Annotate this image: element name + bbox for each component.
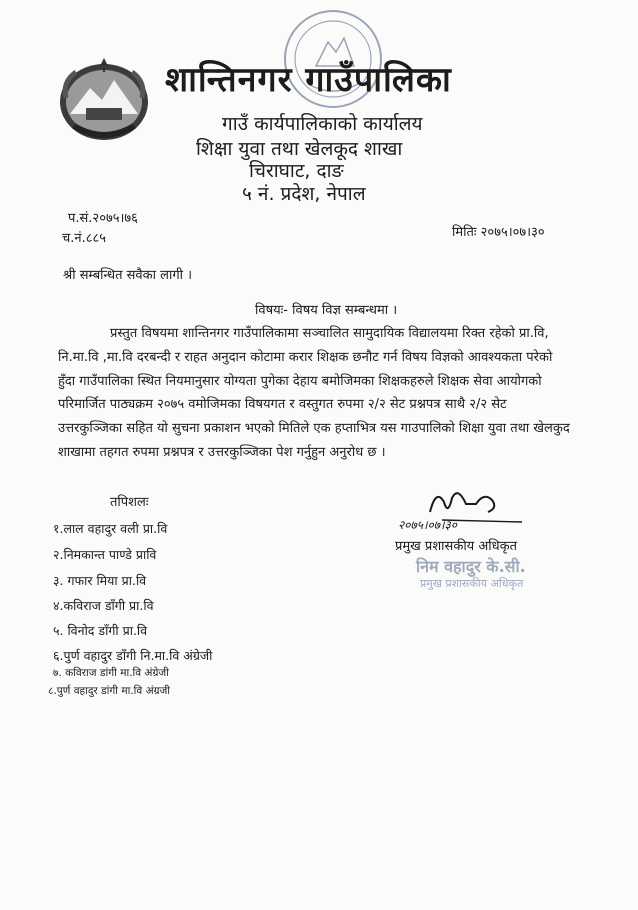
list-item: ५. विनोद डाँगी प्रा.वि	[53, 623, 148, 638]
body-line: शाखामा तहगत रुपमा प्रश्नपत्र र उत्तरकुञ्जिका पेश गर्नुहुन अनुरोध छ ।	[58, 445, 386, 460]
list-item: १.लाल वहादुर वली प्रा.वि	[53, 521, 168, 536]
nepal-emblem-icon	[56, 58, 152, 142]
signatory-designation: प्रमुख प्रशासकीय अधिकृत	[395, 539, 518, 554]
section-name: शिक्षा युवा तथा खेलकूद शाखा	[196, 138, 403, 160]
stamp-designation: प्रमुख प्रशासकीय अधिकृत	[420, 577, 524, 590]
letter-date: मितिः २०७५।०७।३०	[452, 225, 545, 240]
office-name: गाउँ कार्यपालिकाको कार्यालय	[222, 113, 423, 135]
dispatch-number: च.नं.८८५	[62, 231, 107, 246]
body-line: उत्तरकुञ्जिका सहित यो सुचना प्रकाशन भएको मितिले एक हप्ताभित्र यस गाउपालिको शिक्षा युवा तथा खेलकुद	[58, 421, 570, 436]
recipient-line: श्री सम्बन्धित सवैका लागी ।	[63, 268, 193, 283]
location-line: चिराघाट, दाङ	[249, 160, 344, 182]
body-line: हुँदा गाउँपालिका स्थित नियमानुसार योग्यता पुगेका देहाय बमोजिमका शिक्षकहरुले शिक्षक सेवा आयोगको	[58, 374, 542, 389]
list-item: ३. गफार मिया प्रा.वि	[53, 573, 147, 588]
details-heading: तपिशलः	[110, 495, 149, 510]
province-line: ५ नं. प्रदेश, नेपाल	[242, 183, 366, 205]
sign-date: २०७५।०७।३०	[398, 518, 458, 532]
list-item: ६.पुर्ण वहादुर डाँगी नि.मा.वि अंग्रेजी	[53, 648, 213, 663]
body-line: नि.मा.वि ,मा.वि दरबन्दी र राहत अनुदान कोटामा करार शिक्षक छनौट गर्न विषय विज्ञको आवश्यकता परेको	[58, 350, 553, 365]
body-line: प्रस्तुत विषयमा शान्तिनगर गाउँपालिकामा सञ्चालित सामुदायिक विद्यालयमा रिक्त रहेको प्रा.वि,	[110, 326, 549, 341]
list-item: ८.पुर्ण वहादुर डांगी मा.वि अंग्रजी	[48, 685, 171, 697]
body-line: परिमार्जित पाठ्यक्रम २०७५ वमोजिमका विषयगत र वस्तुगत रुपमा २/२ सेट प्रश्नपत्र साथै २/२ सेट	[58, 397, 507, 412]
municipality-title: शान्तिनगर गाउँपालिका	[165, 60, 452, 100]
list-item: ४.कविराज डाँगी प्रा.वि	[53, 598, 154, 613]
list-item: ७. कविराज डांगी मा.वि अंग्रेजी	[53, 667, 169, 679]
stamp-name: निम वहादुर के.सी.	[416, 557, 526, 576]
subject-line: विषयः- विषय विज्ञ सम्बन्धमा ।	[255, 303, 398, 318]
list-item: २.निमकान्त पाण्डे प्रावि	[53, 547, 157, 562]
reference-number: प.सं.२०७५।७६	[68, 211, 138, 226]
